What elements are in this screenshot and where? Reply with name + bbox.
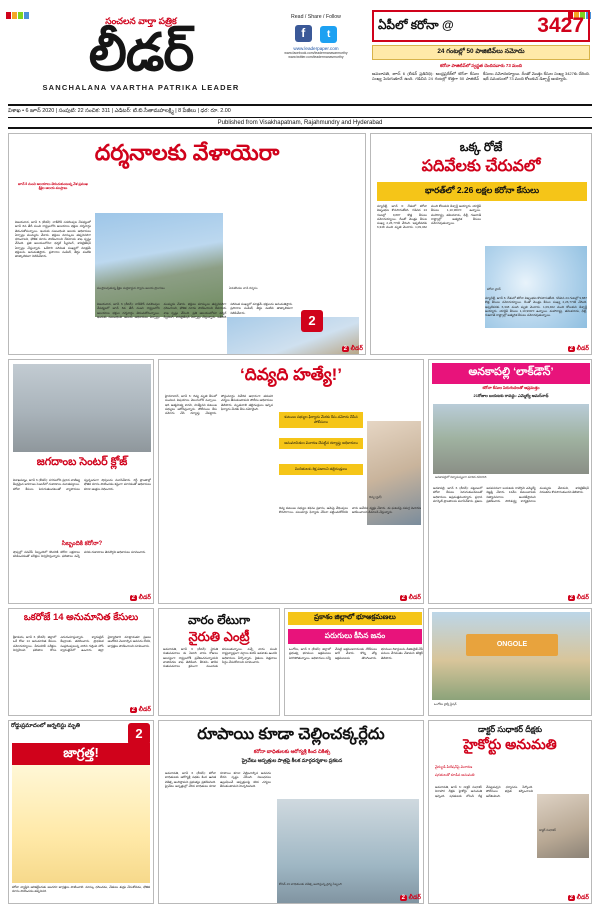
corona-24h-strip: 24 గంటల్లో 50 పాజిటివ్‌లు నమోదు: [372, 45, 590, 60]
published-line: Published from Visakhapatnam, Rajahmundry and Hyderabad: [8, 117, 592, 129]
facebook-link[interactable]: www.facebook.com/leadermanavarmurthy: [284, 51, 348, 55]
monsoon-story: [158, 608, 280, 716]
edition-meta: [8, 107, 592, 115]
corona-summary: [372, 63, 590, 82]
arogyasri-subhead: కరోనా బాధితులకు ఆరోగ్యశ్రీ కింద చికిత్స: [253, 749, 331, 755]
leader-footer-logo-3: 2 లీడర్: [131, 595, 151, 601]
ongole-photo: [432, 612, 590, 700]
lead-left-body-lower: విజయవాడ, జూన్ 6 (లీడర్): లాక్‌డౌన్ సడలింపుల నేపథ్యంలో జూన్ 8వ తేదీ నుంచి రాష్ట్రంలోని ఆలయాలు భక్తుల దర్శనార్థం తెరుచుకోనున్నాయి. ఇందుకు సంబంధించి ఆలయ అధికారులు ఏర్పాట్లు ముమ్మరం చేశారు. భక్తులు మాస్కులు తప్పనిసరిగా ధరించాలని, భౌతిక దూరం పాటించాలని దేవదాయ శాఖ స్పష్టం చేసింది. ప్రతి ఆలయంలోనూ థర్మల్ స్క్రీనింగ్, శానిటైజేషన్ ఏర్పాట్లు చేస్తున్నారు. ఒకేసారి పరిమిత సంఖ్యలో మాత్రమే భక్తులను అనుమతిస్తారు. ప్రసాదాల పంపిణీ, తీర్థం వంటివి తాత్కాలికంగా నిలిపివేశారు.: [97, 302, 293, 319]
arogyasri-headline: రూపాయి కూడా చెల్లించక్కర్లేదు: [197, 726, 385, 743]
coronavirus-photo-caption: కరోనా వైరస్: [487, 287, 501, 291]
cartoon-page-badge: 2: [128, 723, 150, 745]
journalist-death-kicker: రోడ్డుప్రమాదంలో జర్నలిస్టు మృతి: [11, 723, 81, 729]
cartoon-image: [12, 765, 150, 883]
prakasam-headline: ప్రకాశం జిల్లాలో భూఆక్రమణలు: [288, 612, 422, 625]
leader-footer-logo-6: 2 లీడర్: [131, 707, 151, 713]
jagadamba-story: [8, 359, 154, 604]
prakasam-story: [284, 608, 424, 716]
masthead-english-name: SANCHALANA VAARTHA PATRIKA LEADER: [42, 83, 240, 92]
lead-story-left: [8, 133, 366, 355]
anakapalli-subhead-2: 21రోజుల బయటకు రావద్దు: ఎమ్మెల్యే అమర్‌నాథ్: [473, 393, 549, 398]
masthead-subtitle-top: సంచలన వార్తా పత్రిక: [105, 16, 177, 26]
anakapalli-photo-caption: అనకాపల్లిలో నిర్మానుష్యంగా మారిన రహదారి: [435, 475, 487, 479]
corona-counter-title: ఏపీలో కరోనా @: [378, 17, 454, 32]
arogyasri-subhead-2: ప్రైవేటు ఆస్పత్రుల పాత్రపై కీలక మార్గదర్శకాల ప్రకటన: [241, 758, 343, 764]
masthead-title-block: [26, 16, 256, 94]
masthead: [0, 0, 600, 128]
ongole-photo-block: [428, 608, 592, 716]
temple-photo-1-caption: ముస్తాబవుతున్న శ్రీశైల మల్లికార్జున స్వామి ఆలయ ప్రాంగణం: [97, 286, 165, 290]
divya-story: [158, 359, 424, 604]
corona-counter-block: [372, 10, 590, 82]
temple-photo-2-caption: ఏడుకొండల వాడి దర్శనం: [229, 286, 258, 290]
social-block: [268, 14, 364, 59]
monsoon-headline-1: వారం లేటుగా: [187, 613, 251, 627]
leader-footer-logo: 2 లీడర్: [343, 346, 363, 352]
ppe-photo-caption: కోవిడ్-19 బాధితులకు చికిత్స అందిస్తున్న వైద్య సిబ్బంది: [279, 882, 342, 886]
page-badge: 2: [301, 310, 323, 332]
leader-footer-logo-4: 2 లీడర్: [401, 595, 421, 601]
jagadamba-body-2: షాపుల్లో పనిచేసే సిబ్బందిలో కొందరికి కరోనా లక్షణాలు కనిపించడంతో పరీక్షలు నిర్వహిస్తున్నారు. ఫలితాలు వచ్చే వరకు దుకాణాలు తెరవొద్దని అధికారులు సూచించారు.: [13, 550, 147, 559]
suspected-cases-story: [8, 608, 154, 716]
leader-footer-logo-5: 2 లీడర్: [569, 595, 589, 601]
divya-side-body: దివ్య కుటుంబ సభ్యుల కథనం ప్రకారం, ఆమెపై వేధింపులు కొనసాగాయి. పలుమార్లు ఫిర్యాదు చేసినా పట్టించుకోలేదని వారు ఆవేదన వ్యక్తం చేశారు. ఈ ఘటనపై సమగ్ర విచారణ జరిపించాలని డిమాండ్ చేస్తున్నారు.: [279, 506, 421, 515]
read-share-label: Read / Share / Follow: [291, 14, 341, 20]
anakapalli-body: అనకాపల్లి, జూన్ 6 (లీడర్): పట్టణంలో కరోనా కేసులు పెరుగుతుండటంతో అధికారులు అప్రమత్తమయ్యారు. ప్రధాన మార్కెట్ ప్రాంతాలను మూసివేశారు. ప్రజలు అనవసరంగా బయటకు రావొద్దని ఎమ్మెల్యే విజ్ఞప్తి చేశారు. 14వేల కుటుంబాలకు నిత్యావసరాలు అందజేస్తామని ప్రకటించారు. పారిశుద్ధ్య కార్యక్రమాలు ముమ్మరం చేశామని, శానిటైజేషన్ నిరంతరం కొనసాగుతుందని తెలిపారు.: [433, 486, 589, 503]
lead-right-headline: పదివేలకు చేరువలో: [421, 158, 541, 175]
arogyasri-body: అమరావతి, జూన్ 6 (లీడర్): కరోనా బాధితులకు ఆరోగ్యశ్రీ పథకం కింద ఉచిత చికిత్స అందిస్తామని ప్రభుత్వం ప్రకటించింది. ప్రైవేటు ఆస్పత్రుల్లో చేరిన బాధితులు కూడా రూపాయి కూడా చెల్లించాల్సిన అవసరం లేదని స్పష్టం చేసింది. నిబంధనలు ఉల్లంఘించే ఆస్పత్రులపై కఠిన చర్యలు తీసుకుంటామని హెచ్చరించింది.: [165, 771, 271, 788]
ongole-photo-caption: ఒంగోలు రైల్వే స్టేషన్: [434, 702, 457, 706]
divya-headline-text: ‘దివ్యది హత్యే!’: [239, 365, 342, 384]
edition-line: విశాఖ • 6 జూన్ 2020 | సంపుటి: 22 సంచిక: 311 | ఎడిటర్: టి.బి.సీతామహలక్ష్మి | 8 పేజీలు | ధర: రూ. 2.00: [8, 108, 231, 114]
lead-left-body: విజయవాడ, జూన్ 6 (లీడర్): లాక్‌డౌన్ సడలింపుల నేపథ్యంలో జూన్ 8వ తేదీ నుంచి రాష్ట్రంలోని ఆలయాలు భక్తుల దర్శనార్థం తెరుచుకోనున్నాయి. ఇందుకు సంబంధించి ఆలయ అధికారులు ఏర్పాట్లు ముమ్మరం చేశారు. భక్తులు మాస్కులు తప్పనిసరిగా ధరించాలని, భౌతిక దూరం పాటించాలని దేవదాయ శాఖ స్పష్టం చేసింది. ప్రతి ఆలయంలోనూ థర్మల్ స్క్రీనింగ్, శానిటైజేషన్ ఏర్పాట్లు చేస్తున్నారు. ఒకేసారి పరిమిత సంఖ్యలో మాత్రమే భక్తులను అనుమతిస్తారు. ప్రసాదాల పంపిణీ, తీర్థం వంటివి తాత్కాలికంగా నిలిపివేశారు.: [15, 220, 91, 259]
corona-counter-header: [372, 10, 590, 42]
divya-highlight-box-1: కుటుంబ సభ్యుల ఫిర్యాదు మేరకు కేసు నమోదు చేసిన పోలీసులు: [279, 412, 363, 428]
jagadamba-subhead: సిబ్బందికి కరోనా?: [61, 541, 103, 547]
india-cases-banner: భారత్‌లో 2.26 లక్షల కరోనా కేసులు: [377, 182, 587, 201]
sudhakar-photo-caption: డాక్టర్ సుధాకర్: [539, 828, 556, 832]
divya-photo-caption: దివ్య (ఫైల్): [369, 495, 382, 499]
anakapalli-photo: [433, 404, 589, 474]
twitter-icon[interactable]: t: [320, 26, 337, 43]
masthead-rule: [8, 104, 592, 106]
sudhakar-body: అమరావతి, జూన్ 6: డాక్టర్ సుధాకర్ నిరాహార దీక్షకు హైకోర్టు అనుమతి ఇచ్చింది. షరతులకు లోబడి దీక్ష చేపట్టవచ్చని ధర్మాసనం పేర్కొంది. పోలీసులు భద్రత కల్పించాలని ఆదేశించింది.: [435, 785, 533, 798]
decorative-dots-left: [6, 6, 32, 14]
divya-body: హైదరాబాద్, జూన్ 6: దివ్య మృతి కేసులో సంచలన విషయాలు వెలుగులోకి వచ్చాయి. ఇది ఆత్మహత్య కాదని, హత్యేనని కుటుంబ సభ్యులు ఆరోపిస్తున్నారు. పోలీసులు కేసు నమోదు చేసి దర్యాప్తు చేపట్టారు. పోస్టుమార్టం నివేదిక ఆధారంగా తదుపరి చర్యలు తీసుకుంటామని పోలీసు అధికారులు తెలిపారు. మృతురాలి తల్లిదండ్రులు ఇచ్చిన ఫిర్యాదు మేరకు కేసు నమోదైంది.: [165, 394, 273, 416]
sudhakar-kicker: డాక్టర్ సుధాకర్ దీక్షకు: [477, 725, 543, 734]
corona-body-text: అమరావతి, జూన్ 6 (లీడర్ ప్రతినిధి): ఆంధ్రప్రదేశ్‌లో కరోనా కేసుల సంఖ్య పెరుగుతూనే ఉంది. గడిచిన 24 గంటల్లో కొత్తగా 50 పాజిటివ్ కేసులు నమోదయ్యాయి. దీంతో మొత్తం కేసుల సంఖ్య 3427కు చేరింది. ఇదే సమయంలో 73 మంది కోలుకుని డిశ్చార్జ్ అయ్యారు.: [372, 70, 590, 82]
sudhakar-headline: హైకోర్టు అనుమతి: [463, 736, 557, 752]
leader-footer-logo-8: 2 లీడర్: [569, 895, 589, 901]
lead-right-body-2: న్యూఢిల్లీ, జూన్ 6: దేశంలో కరోనా విజృంభణ కొనసాగుతోంది. గడిచిన 24 గంటల్లో 9,887 కొత్త కేసులు నమోదయ్యాయి. దీంతో మొత్తం కేసుల సంఖ్య 2,26,770కి చేరింది. ఇప్పటివరకు 6,348 మంది మృతి చెందారు. 1,09,462 మంది కోలుకుని డిశ్చార్జ్ అయ్యారు. యాక్టివ్ కేసులు 1,10,960గా ఉన్నాయి. మహారాష్ట్ర, తమిళనాడు, ఢిల్లీ, గుజరాత్ రాష్ట్రాల్లో అత్యధిక కేసులు నమోదవుతున్నాయి.: [485, 296, 587, 318]
divya-headline: [159, 360, 423, 391]
leader-footer-logo-7: 2 లీడర్: [401, 895, 421, 901]
prakasam-body: ఒంగోలు, జూన్ 6 (లీడర్): జిల్లాలో ప్రభుత్వ భూముల ఆక్రమణలు పెరిగిపోతున్నాయి. అధికారులు సర్వే చేపట్టి ఆక్రమణదారులకు నోటీసులు జారీ చేశారు. కొన్ని చోట్ల ఆక్రమణలను తొలగించారు. భూముల రికార్డులను డిజిటలైజ్ చేసే పనులు వేగవంతం చేశామని కలెక్టర్ తెలిపారు.: [289, 647, 423, 660]
sudhakar-photo: [537, 794, 589, 858]
sudhakar-bullet-1: వైద్యుడి పిటిషన్‌పై విచారణ: [435, 765, 473, 769]
jagratta-headline: జాగ్రత్త!: [12, 743, 150, 766]
anakapalli-subhead: కరోనా కేసుల పెరుగుదలతో అప్రమత్తం: [482, 385, 540, 390]
monsoon-headline-2: నైరుతి ఎంట్రీ: [188, 629, 250, 644]
lead-story-right: [370, 133, 592, 355]
sudhakar-bullet-2: షరతులతో కూడిన అనుమతి: [435, 773, 475, 777]
suspected-cases-body: శ్రీకాకుళం, జూన్ 6 (లీడర్): జిల్లాలో ఒకే రోజు 14 అనుమానిత కేసులు నమోదయ్యాయి. వీరందరికీ పరీక్షలు నిర్వహించి ఫలితాల కోసం ఎదురుచూస్తున్నారు. క్వారంటైన్ కేంద్రాలకు తరలించారు. ప్రాథమిక సంప్రదింపులున్న వారిని గుర్తించి హోం క్వారంటైన్‌లో ఉంచారు. జిల్లా వైద్యాధికారి మాట్లాడుతూ ప్రజలు ఆందోళన చెందాల్సిన అవసరం లేదని, జాగ్రత్తలు పాటించాలని సూచించారు.: [13, 635, 151, 652]
lead-right-body: న్యూఢిల్లీ, జూన్ 6: దేశంలో కరోనా విజృంభణ కొనసాగుతోంది. గడిచిన 24 గంటల్లో 9,887 కొత్త కేసులు నమోదయ్యాయి. దీంతో మొత్తం కేసుల సంఖ్య 2,26,770కి చేరింది. ఇప్పటివరకు 6,348 మంది మృతి చెందారు. 1,09,462 మంది కోలుకుని డిశ్చార్జ్ అయ్యారు. యాక్టివ్ కేసులు 1,10,960గా ఉన్నాయి. మహారాష్ట్ర, తమిళనాడు, ఢిల్లీ, గుజరాత్ రాష్ట్రాల్లో అత్యధిక కేసులు నమోదవుతున్నాయి.: [377, 204, 481, 230]
jagadamba-headline: జగదాంబ సెంటర్ క్లోజ్: [36, 456, 128, 468]
anakapalli-story: [428, 359, 592, 604]
divya-highlight-box-2: అనుమానితుల విచారణ చేపట్టిన దర్యాప్తు అధికారులు: [279, 438, 363, 449]
facebook-icon[interactable]: f: [295, 25, 312, 42]
leader-footer-logo-2: 2 లీడర్: [569, 346, 589, 352]
sudhakar-story: [428, 720, 592, 904]
cartoon-block: [8, 720, 154, 904]
corona-counter-value: 3427: [537, 14, 584, 37]
ongole-sign: ONGOLE: [466, 634, 558, 656]
twitter-link[interactable]: www.twitter.com/leadermanavmurthy: [288, 55, 344, 59]
cartoon-body: కరోనా వ్యాప్తిని అరికట్టేందుకు అందరూ జాగ్రత్తలు పాటించాలి. మాస్కు ధరించడం, చేతులు శుభ్రం చేసుకోవడం, భౌతిక దూరం పాటించడం తప్పనిసరి.: [12, 885, 150, 894]
suspected-cases-headline: ఒకరోజే 14 అనుమానిత కేసులు: [23, 612, 139, 623]
corona-kicker: కరోనా పాజిటివ్‌లో స్వస్థత చెందినవారు 73 మంది: [440, 63, 522, 68]
ppe-photo: [277, 799, 419, 904]
lead-left-headline: దర్శనాలకు వేళాయెరా: [94, 140, 280, 165]
divya-highlight-box-3: నిందితులకు శిక్ష పడాలని తల్లిదండ్రులు: [279, 464, 363, 475]
arogyasri-story: [158, 720, 424, 904]
anakapalli-headline: అనకాపల్లి ‘లాక్‌డౌన్’: [432, 363, 590, 384]
website-link[interactable]: www.leaderpaper.com: [293, 46, 339, 51]
lead-right-kicker: ఒక్క రోజే: [459, 140, 503, 154]
jagadamba-body: విశాఖపట్నం, జూన్ 6 (లీడర్): నగరంలోని ప్రధాన వాణిజ్య కేంద్రమైన జగదాంబ సెంటర్‌లో దుకాణాలు మూతపడ్డాయి. కరోనా కేసులు పెరుగుతుండటంతో వ్యాపారులు స్వచ్ఛందంగా షాపులను మూసివేశారు. రద్దీ ప్రాంతాల్లో భౌతిక దూరం పాటించడం కష్టంగా మారడంతో అధికారులు కూడా ఆంక్షలు విధించారు.: [13, 478, 151, 491]
lead-right-kicker-wrap: [371, 134, 591, 176]
monsoon-body: అమరావతి, జూన్ 6 (లీడర్): నైరుతి రుతుపవనాలు ఈ ఏడాది వారం రోజులు ఆలస్యంగా రాష్ట్రంలోకి ప్రవేశించనున్నాయని వాతావరణ శాఖ తెలిపింది. కేరళను తాకిన రుతుపవనాలు క్రమంగా ముందుకు కదులుతున్నాయి. వచ్చే వారం నుంచి రాష్ట్రవ్యాప్తంగా వర్షాలు కురిసే అవకాశం ఉందని అధికారులు పేర్కొన్నారు. రైతులు విత్తనాలు సిద్ధం చేసుకోవాలని సూచించారు.: [163, 647, 277, 669]
jagadamba-photo: [13, 364, 151, 452]
masthead-logo-text: లీడర్: [88, 24, 194, 82]
prakasam-banner: పరుగులు కీసిన జనం: [288, 629, 422, 644]
lead-left-subhead: జూన్ 8 నుంచి ఆలయాలు తెరుచుకుంటున్న వేళ ప్రముఖ శ్రీశైల ఆలయ ముస్తాబు: [17, 182, 88, 191]
